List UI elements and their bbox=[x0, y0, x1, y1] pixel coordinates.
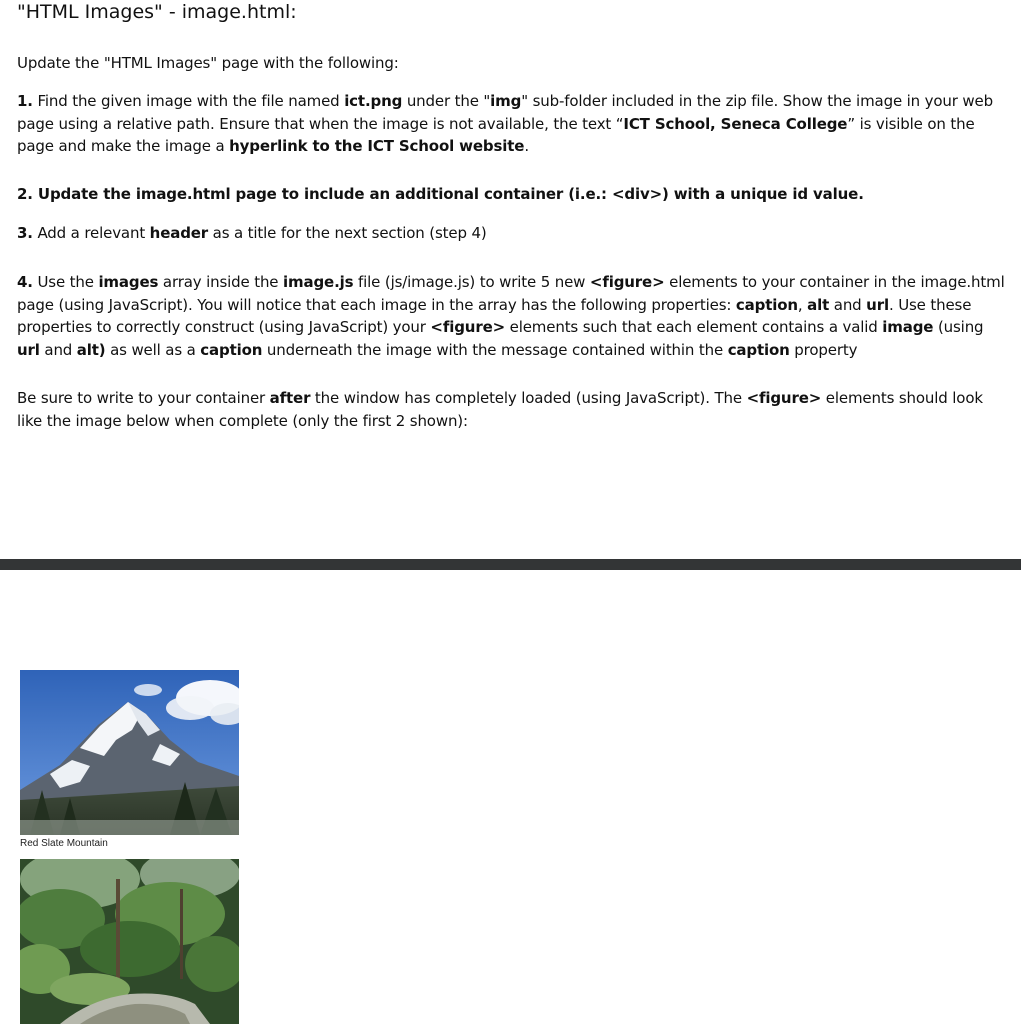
step-emphasis: <figure> bbox=[746, 389, 822, 407]
step-text: . bbox=[524, 137, 529, 155]
step-text: , bbox=[797, 295, 808, 314]
mountain-image bbox=[20, 670, 239, 835]
step-emphasis: url bbox=[17, 340, 40, 359]
step-emphasis: ICT School, Seneca College bbox=[623, 114, 848, 133]
step-3 bbox=[17, 222, 1007, 245]
figure-caption: Red Slate Mountain bbox=[20, 838, 108, 849]
step-emphasis: alt) bbox=[76, 340, 106, 359]
step-2 bbox=[17, 183, 1007, 206]
step-number: 4. bbox=[17, 273, 33, 291]
step-emphasis: image.js bbox=[283, 273, 354, 291]
step-4 bbox=[17, 271, 1007, 361]
step-text: file (js/image.js) to write 5 new bbox=[353, 273, 590, 291]
step-text: Be sure to write to your container bbox=[17, 389, 270, 407]
step-text: underneath the image with the message contained within the bbox=[262, 340, 728, 359]
step-text: the window has completely loaded (using JavaScript). The bbox=[310, 389, 747, 407]
step-number: 1. bbox=[17, 92, 33, 110]
step-1 bbox=[17, 90, 1007, 158]
step-text: (using bbox=[933, 318, 984, 336]
step-emphasis: ict.png bbox=[344, 92, 403, 110]
step-emphasis: after bbox=[269, 389, 311, 407]
step-text: as well as a bbox=[105, 340, 201, 359]
step-emphasis: header bbox=[149, 224, 209, 242]
rainforest-image bbox=[20, 859, 239, 1024]
step-emphasis: caption bbox=[200, 340, 263, 359]
step-text: elements should look like the image below when complete (only the first 2 shown): bbox=[17, 389, 983, 430]
closing-note bbox=[17, 387, 1007, 432]
step-emphasis: img bbox=[490, 92, 522, 110]
step-text: property bbox=[789, 340, 858, 359]
step-emphasis: <figure> bbox=[589, 273, 665, 291]
step-text: and bbox=[39, 340, 77, 359]
step-text: elements to your container in the image.html page (using JavaScript). You will notice that each image in the array has the following properties: bbox=[17, 273, 1005, 314]
step-emphasis: 2. Update the image.html page to include an additional container (i.e.: <div>) with a unique id value. bbox=[17, 185, 864, 203]
step-text: and bbox=[829, 295, 867, 314]
page-title: "HTML Images" - image.html: bbox=[17, 1, 297, 23]
intro-text: Update the "HTML Images" page with the following: bbox=[17, 54, 399, 72]
step-emphasis: caption bbox=[735, 295, 798, 314]
step-text: elements such that each element contains a valid bbox=[505, 318, 883, 336]
step-number: 3. bbox=[17, 224, 33, 242]
step-emphasis: alt bbox=[807, 295, 830, 314]
step-text: under the " bbox=[402, 92, 491, 110]
step-text: " sub-folder included in the zip file. Show the image in your web page using a relative path. Ensure that when the image is not available, the text “ bbox=[17, 92, 993, 133]
step-emphasis: image bbox=[882, 318, 934, 336]
section-divider bbox=[0, 559, 1021, 570]
step-text: Find the given image with the file named bbox=[32, 92, 345, 110]
step-text: array inside the bbox=[158, 273, 284, 291]
step-text: Add a relevant bbox=[32, 224, 150, 242]
step-emphasis: hyperlink to the ICT School website bbox=[229, 137, 525, 155]
step-emphasis: images bbox=[98, 273, 159, 291]
step-emphasis: url bbox=[866, 295, 889, 314]
step-emphasis: <figure> bbox=[430, 318, 506, 336]
step-text: ” is visible on the page and make the image a bbox=[17, 114, 975, 155]
step-text: as a title for the next section (step 4) bbox=[208, 224, 487, 242]
step-emphasis: caption bbox=[727, 340, 790, 359]
step-text: . Use these properties to correctly construct (using JavaScript) your bbox=[17, 295, 972, 336]
step-text: Use the bbox=[32, 273, 99, 291]
